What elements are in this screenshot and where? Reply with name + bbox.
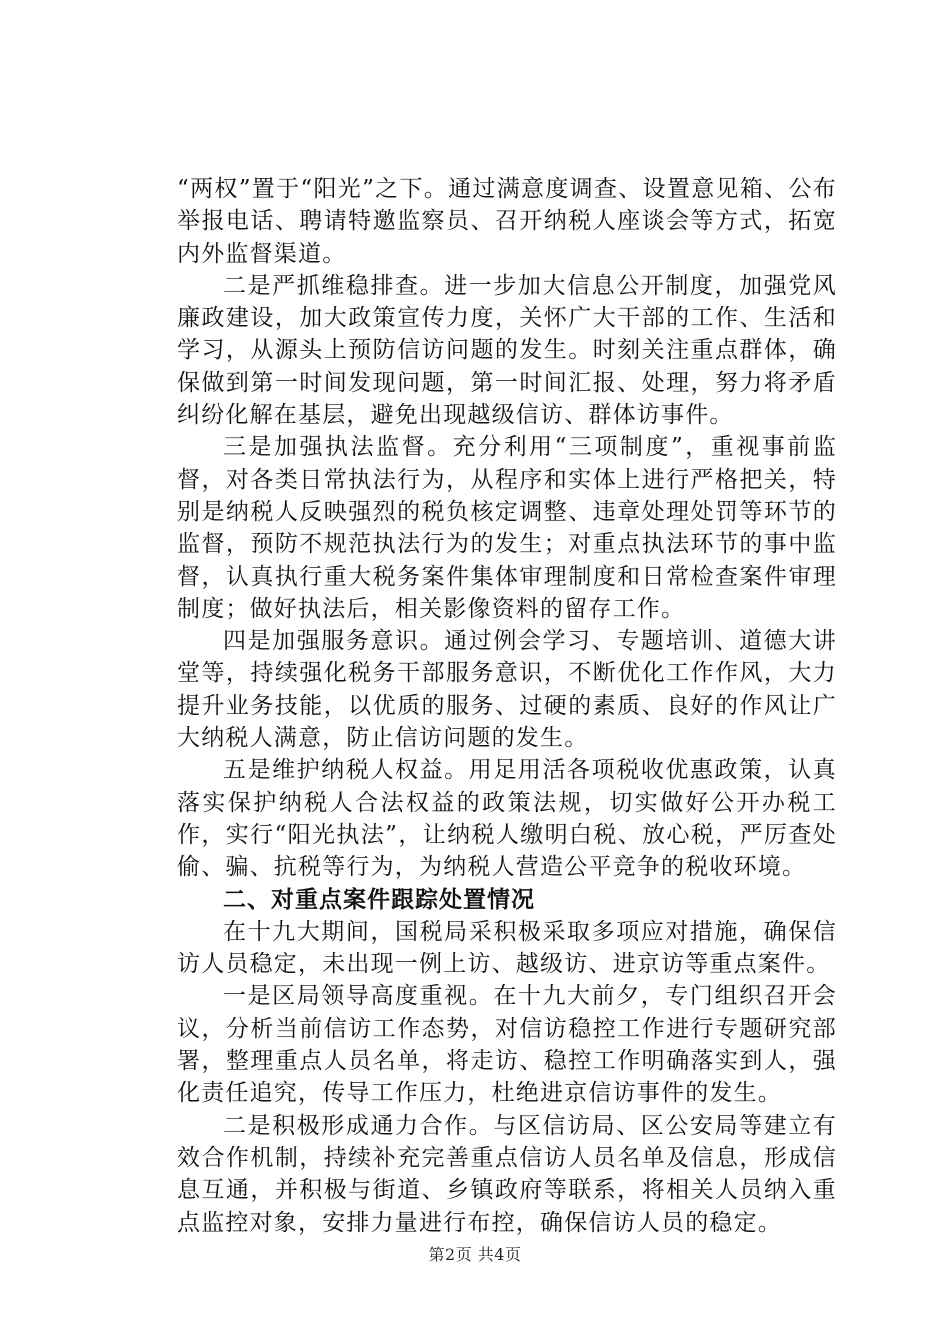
paragraph-service-awareness: 四是加强服务意识。通过例会学习、专题培训、道德大讲堂等，持续强化税务干部服务意识，不断优化工作作风，大力提升业务技能，以优质的服务、过硬的素质、良好的作风让广大纳税人满意，防止信访问题的发生。 <box>177 628 837 752</box>
paragraph-continuation: “两权”置于“阳光”之下。通过满意度调查、设置意见箱、公布举报电话、聘请特邀监察员、召开纳税人座谈会等方式，拓宽内外监督渠道。 <box>177 176 837 267</box>
page-number-footer: 第2页 共4页 <box>428 1245 522 1264</box>
paragraph-stability-check: 二是严抓维稳排查。进一步加大信息公开制度，加强党风廉政建设，加大政策宣传力度，关怀广大干部的工作、生活和学习，从源头上预防信访问题的发生。时刻关注重点群体，确保做到第一时间发现问题，第一时间汇报、处理，努力将矛盾纠纷化解在基层，避免出现越级信访、群体访事件。 <box>177 272 837 429</box>
paragraph-leadership: 一是区局领导高度重视。在十九大前夕，专门组织召开会议，分析当前信访工作态势，对信访稳控工作进行专题研究部署，整理重点人员名单，将走访、稳控工作明确落实到人，强化责任追究，传导工作压力，杜绝进京信访事件的发生。 <box>177 983 837 1107</box>
document-body <box>177 173 837 1239</box>
section-heading: 二、对重点案件跟踪处置情况 <box>223 886 535 913</box>
paragraph-cooperation: 二是积极形成通力合作。与区信访局、区公安局等建立有效合作机制，持续补充完善重点信访人员名单及信息，形成信息互通，并积极与街道、乡镇政府等联系，将相关人员纳入重点监控对象，安排力量进行布控，确保信访人员的稳定。 <box>177 1112 837 1236</box>
paragraph-section-intro: 在十九大期间，国税局采积极采取多项应对措施，确保信访人员稳定，未出现一例上访、越级访、进京访等重点案件。 <box>177 918 837 978</box>
paragraph-law-enforcement: 三是加强执法监督。充分利用“三项制度”，重视事前监督，对各类日常执法行为，从程序和实体上进行严格把关，特别是纳税人反映强烈的税负核定调整、违章处理处罚等环节的监督，预防不规范执法行为的发生；对重点执法环节的事中监督，认真执行重大税务案件集体审理制度和日常检查案件审理制度；做好执法后，相关影像资料的留存工作。 <box>177 434 837 622</box>
paragraph-taxpayer-rights: 五是维护纳税人权益。用足用活各项税收优惠政策，认真落实保护纳税人合法权益的政策法规，切实做好公开办税工作，实行“阳光执法”，让纳税人缴明白税、放心税，严厉查处偷、骗、抗税等行为，为纳税人营造公平竞争的税收环境。 <box>177 757 837 881</box>
